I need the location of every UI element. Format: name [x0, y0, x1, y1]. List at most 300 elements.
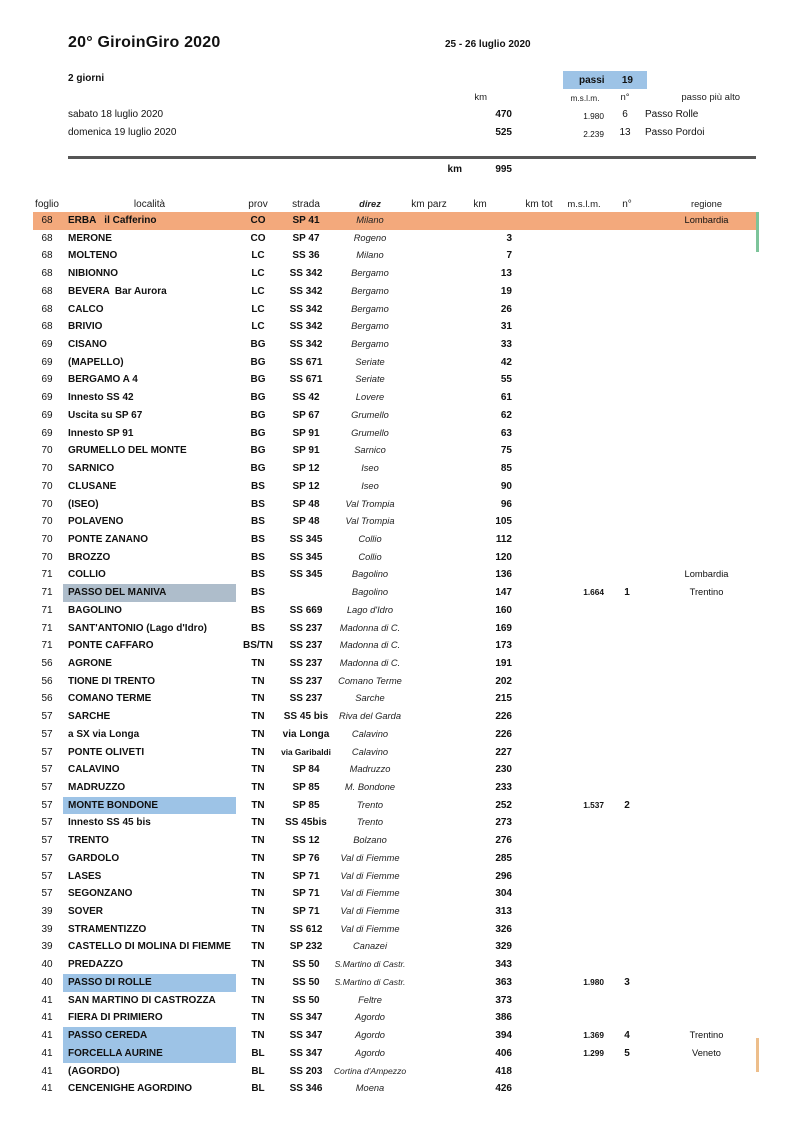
cell-foglio: 71 — [41, 587, 53, 599]
cell-localita: BEVERA Bar Aurora — [68, 285, 167, 297]
cell-localita: NIBIONNO — [68, 268, 118, 280]
cell-foglio: 57 — [41, 746, 53, 758]
cell-prov: CO — [250, 232, 266, 244]
table-row — [33, 1063, 757, 1081]
cell-prov: TN — [251, 923, 265, 935]
cell-km: 227 — [495, 746, 512, 758]
cell-regione: Lombardia — [684, 215, 729, 225]
cell-localita: SAN MARTINO DI CASTROZZA — [68, 994, 216, 1006]
cell-foglio: 57 — [41, 711, 53, 723]
cell-prov: BL — [251, 1083, 265, 1095]
cell-prov: TN — [251, 746, 265, 758]
cell-strada: SS 237 — [289, 675, 323, 687]
cell-prov: BS — [251, 480, 265, 492]
cell-localita: TRENTO — [68, 835, 109, 847]
cell-strada: via Longa — [282, 728, 330, 740]
cell-prov: BG — [250, 374, 266, 386]
cell-direz: Bergamo — [351, 303, 389, 314]
cell-prov: TN — [251, 693, 265, 705]
cell-localita: COLLIO — [68, 569, 106, 581]
table-row — [33, 566, 757, 584]
cell-localita: Innesto SP 91 — [68, 427, 134, 439]
cell-prov: LC — [251, 303, 265, 315]
col-header-strada: strada — [292, 199, 320, 210]
cell-strada: SP 48 — [292, 498, 320, 510]
cell-km: 373 — [495, 994, 512, 1006]
cell-km: 386 — [495, 1012, 512, 1024]
table-row — [33, 921, 757, 939]
cell-strada: SS 345 — [289, 533, 323, 545]
cell-foglio: 41 — [41, 1030, 53, 1042]
cell-strada: SS 347 — [289, 1030, 323, 1042]
cell-direz: Val Trompia — [345, 516, 395, 527]
cell-km: 426 — [495, 1083, 512, 1095]
cell-km: 90 — [500, 480, 512, 492]
table-row — [33, 814, 757, 832]
cell-direz: Bagolino — [351, 569, 389, 580]
cell-direz: Comano Terme — [338, 675, 402, 686]
cell-strada: SS 45bis — [285, 817, 327, 829]
cell-strada: SS 50 — [292, 994, 320, 1006]
cell-direz: Moena — [355, 1083, 385, 1094]
cell-localita: BERGAMO A 4 — [68, 374, 138, 386]
cell-foglio: 56 — [41, 693, 53, 705]
cell-direz: Trento — [356, 799, 384, 810]
cell-foglio: 56 — [41, 675, 53, 687]
cell-prov: TN — [251, 764, 265, 776]
cell-km: 285 — [495, 852, 512, 864]
cell-localita: MERONE — [68, 232, 112, 244]
cell-mslm: 1.537 — [583, 799, 604, 810]
col-header-prov: prov — [248, 199, 268, 210]
table-row — [33, 336, 757, 354]
cell-regione: Veneto — [692, 1047, 721, 1058]
cell-foglio: 71 — [41, 604, 53, 616]
cell-foglio: 39 — [41, 923, 53, 935]
cell-localita: AGRONE — [68, 657, 112, 669]
cell-direz: Trento — [356, 817, 384, 828]
cell-prov: BS — [251, 516, 265, 528]
cell-prov: TN — [251, 870, 265, 882]
table-row — [33, 761, 757, 779]
col-header-localita: località — [133, 199, 166, 210]
cell-strada: SS 203 — [289, 1065, 323, 1077]
cell-localita: PASSO DEL MANIVA — [63, 584, 236, 602]
cell-km: 63 — [500, 427, 512, 439]
cell-direz: Madonna di C. — [339, 657, 401, 668]
cell-direz: Rogeno — [353, 232, 387, 243]
day-mslm: 1.980 — [583, 110, 604, 121]
table-row — [33, 1080, 757, 1098]
cell-strada: SP 71 — [292, 870, 320, 882]
cell-foglio: 57 — [41, 764, 53, 776]
col-header-kmparz: km parz — [411, 199, 447, 210]
cell-km: 406 — [495, 1047, 512, 1059]
table-row — [33, 1009, 757, 1027]
cell-prov: BG — [250, 339, 266, 351]
cell-prov: TN — [251, 888, 265, 900]
cell-foglio: 56 — [41, 657, 53, 669]
cell-km: 173 — [495, 640, 512, 652]
cell-prov: TN — [251, 959, 265, 971]
table-row — [33, 389, 757, 407]
cell-strada: SP 91 — [292, 445, 320, 457]
cell-direz: Agordo — [355, 1030, 385, 1041]
cell-direz: Madonna di C. — [339, 622, 401, 633]
cell-direz: Lovere — [355, 392, 385, 403]
cell-direz: Collio — [358, 551, 382, 562]
cell-foglio: 70 — [41, 445, 53, 457]
col-header-mslm: m.s.l.m. — [567, 199, 601, 210]
cell-strada: SS 342 — [289, 268, 323, 280]
cell-km: 226 — [495, 728, 512, 740]
cell-localita: CLUSANE — [68, 480, 117, 492]
cell-strada: SS 36 — [292, 250, 320, 262]
table-row — [33, 850, 757, 868]
passi-badge — [563, 71, 647, 89]
table-row — [33, 513, 757, 531]
cell-direz: Bergamo — [351, 339, 389, 350]
cell-prov: TN — [251, 994, 265, 1006]
cell-n: 3 — [624, 976, 630, 988]
table-row — [33, 354, 757, 372]
cell-strada: SS 237 — [289, 622, 323, 634]
cell-direz: Grumello — [351, 427, 389, 438]
table-row — [33, 283, 757, 301]
cell-strada: SP 85 — [292, 782, 320, 793]
cell-prov: BG — [250, 392, 266, 404]
table-row — [33, 885, 757, 903]
col-header-km: km — [473, 199, 487, 210]
cell-strada: SP 41 — [292, 215, 320, 226]
cell-direz: Milano — [356, 250, 384, 261]
cell-direz: Val Trompia — [345, 498, 395, 509]
cell-localita: CENCENIGHE AGORDINO — [68, 1083, 193, 1095]
cell-prov: TN — [251, 782, 265, 793]
cell-prov: BS/TN — [243, 640, 273, 652]
cell-strada: SS 347 — [289, 1047, 323, 1059]
cell-foglio: 68 — [41, 285, 53, 297]
cell-strada: SP 76 — [292, 852, 320, 864]
table-row — [33, 496, 757, 514]
cell-prov: BG — [250, 445, 266, 457]
table-row — [33, 460, 757, 478]
cell-strada: SS 342 — [289, 321, 323, 333]
cell-strada: SS 45 bis — [283, 711, 329, 723]
cell-km: 252 — [495, 799, 512, 811]
table-row — [33, 318, 757, 336]
summary-mslm-header: m.s.l.m. — [570, 93, 600, 103]
cell-foglio: 41 — [41, 994, 53, 1006]
table-row — [33, 247, 757, 265]
cell-localita: GARDOLO — [68, 852, 120, 864]
cell-prov: LC — [251, 285, 265, 297]
cell-strada: SS 671 — [289, 374, 323, 386]
cell-km: 120 — [495, 551, 512, 563]
cell-km: 313 — [495, 906, 512, 918]
cell-km: 276 — [495, 835, 512, 847]
summary-n-header: n° — [620, 92, 630, 103]
table-row — [33, 1045, 757, 1063]
cell-n: 1 — [624, 587, 630, 599]
cell-regione: Lombardia — [684, 569, 729, 580]
cell-prov: TN — [251, 799, 265, 811]
table-row — [33, 797, 757, 815]
cell-regione: Trentino — [689, 1030, 724, 1041]
table-row — [33, 779, 757, 797]
cell-n: 4 — [624, 1030, 630, 1042]
cell-strada: SP 47 — [292, 232, 320, 244]
cell-direz: Canazei — [352, 941, 388, 952]
cell-strada: SP 85 — [292, 799, 320, 811]
route-table — [0, 197, 793, 1098]
table-row — [33, 655, 757, 673]
cell-localita: TIONE DI TRENTO — [68, 675, 156, 687]
cell-direz: Iseo — [361, 480, 379, 491]
cell-strada: SS 345 — [289, 551, 323, 563]
day-summary-row — [0, 109, 793, 127]
cell-foglio: 41 — [41, 1065, 53, 1077]
cell-strada: SS 50 — [292, 976, 320, 988]
table-row — [33, 637, 757, 655]
cell-localita: PASSO DI ROLLE — [63, 974, 236, 992]
cell-mslm: 1.299 — [583, 1047, 604, 1058]
cell-km: 33 — [500, 339, 512, 351]
day-passo: Passo Rolle — [645, 109, 699, 120]
table-row — [33, 425, 757, 443]
cell-strada: SS 347 — [289, 1012, 323, 1024]
cell-direz: Grumello — [351, 409, 389, 420]
cell-km: 273 — [495, 817, 512, 829]
table-row — [33, 673, 757, 691]
table-row — [33, 478, 757, 496]
cell-km: 13 — [500, 268, 512, 280]
cell-prov: BG — [250, 356, 266, 368]
table-row — [33, 584, 757, 602]
cell-km: 112 — [495, 533, 512, 545]
cell-km: 55 — [500, 374, 512, 386]
cell-prov: LC — [251, 268, 265, 280]
cell-prov: BL — [251, 1047, 265, 1059]
cell-km: 96 — [500, 498, 512, 510]
cell-localita: CALAVINO — [68, 764, 120, 776]
cell-strada: SS 671 — [289, 356, 323, 368]
cell-direz: Bagolino — [351, 587, 389, 598]
cell-localita: MOLTENO — [68, 250, 118, 262]
cell-prov: LC — [251, 250, 265, 262]
cell-km: 26 — [500, 303, 512, 315]
day-km: 470 — [495, 109, 512, 120]
cell-km: 105 — [495, 516, 512, 528]
cell-direz: Val di Fiemme — [340, 870, 400, 881]
cell-direz: Madonna di C. — [339, 640, 401, 651]
day-mslm: 2.239 — [583, 128, 604, 139]
cell-direz: Seriate — [355, 374, 385, 385]
cell-localita: Innesto SS 42 — [68, 392, 134, 404]
cell-localita: STRAMENTIZZO — [68, 923, 147, 935]
cell-strada: SS 342 — [289, 303, 323, 315]
cell-km: 62 — [500, 409, 512, 421]
cell-localita: a SX via Longa — [68, 728, 140, 740]
cell-foglio: 57 — [41, 835, 53, 847]
cell-foglio: 57 — [41, 782, 53, 793]
cell-foglio: 71 — [41, 569, 53, 581]
cell-foglio: 70 — [41, 463, 53, 475]
cell-direz: Collio — [358, 533, 382, 544]
cell-km: 304 — [495, 888, 512, 900]
cell-direz: Bolzano — [353, 835, 387, 846]
cell-direz: Bergamo — [351, 321, 389, 332]
cell-km: 233 — [495, 782, 512, 793]
cell-foglio: 69 — [41, 427, 53, 439]
cell-direz: Calavino — [351, 728, 389, 739]
cell-prov: TN — [251, 906, 265, 918]
cell-localita: BROZZO — [68, 551, 111, 563]
table-row — [33, 956, 757, 974]
cell-localita: POLAVENO — [68, 516, 124, 528]
cell-foglio: 69 — [41, 392, 53, 404]
summary-km-header: km — [474, 92, 487, 103]
cell-foglio: 69 — [41, 356, 53, 368]
cell-prov: BL — [251, 1065, 265, 1077]
cell-foglio: 39 — [41, 941, 53, 953]
cell-foglio: 71 — [41, 640, 53, 652]
table-row — [33, 212, 757, 230]
cell-foglio: 68 — [41, 303, 53, 315]
cell-foglio: 40 — [41, 959, 53, 971]
table-row — [33, 903, 757, 921]
cell-direz: Feltre — [358, 994, 382, 1005]
table-row — [33, 832, 757, 850]
cell-localita: ERBA il Cafferino — [68, 215, 157, 226]
cell-direz: Val di Fiemme — [340, 923, 400, 934]
cell-km: 7 — [506, 250, 512, 262]
cell-strada: SS 345 — [289, 569, 323, 581]
cell-km: 31 — [500, 321, 512, 333]
cell-prov: BS — [251, 622, 265, 634]
cell-foglio: 41 — [41, 1083, 53, 1095]
table-row — [33, 620, 757, 638]
cell-direz: Cortina d'Ampezzo — [333, 1065, 407, 1076]
day-passo: Passo Pordoi — [645, 127, 705, 138]
cell-foglio: 70 — [41, 498, 53, 510]
cell-prov: TN — [251, 675, 265, 687]
cell-mslm: 1.980 — [583, 976, 604, 987]
cell-km: 136 — [495, 569, 512, 581]
cell-prov: BG — [250, 463, 266, 475]
cell-strada: SP 48 — [292, 516, 320, 528]
cell-km: 169 — [495, 622, 512, 634]
cell-foglio: 41 — [41, 1047, 53, 1059]
cell-direz: Calavino — [351, 746, 389, 757]
cell-localita: (ISEO) — [68, 498, 99, 510]
cell-strada: SS 237 — [289, 657, 323, 669]
cell-direz: S.Martino di Castr. — [334, 959, 406, 970]
cell-strada: SP 12 — [292, 463, 320, 475]
table-row — [33, 744, 757, 762]
cell-foglio: 57 — [41, 852, 53, 864]
cell-direz: Lago d'Idro — [346, 604, 394, 615]
cell-strada: SS 237 — [289, 640, 323, 652]
day-n: 6 — [622, 109, 628, 120]
cell-direz: Milano — [356, 215, 384, 225]
cell-prov: BS — [251, 498, 265, 510]
days-count-label: 2 giorni — [68, 73, 105, 84]
cell-localita: CISANO — [68, 339, 107, 351]
date-range: 25 - 26 luglio 2020 — [445, 39, 531, 50]
day-km: 525 — [495, 127, 512, 138]
cell-strada: SS 612 — [289, 923, 323, 935]
table-header-row — [33, 197, 757, 212]
edge-marker-tan — [756, 1038, 759, 1072]
cell-prov: CO — [250, 215, 266, 226]
col-header-n: n° — [622, 199, 632, 210]
cell-prov: TN — [251, 1012, 265, 1024]
table-row — [33, 265, 757, 283]
cell-km: 394 — [495, 1030, 512, 1042]
cell-localita: PONTE CAFFARO — [68, 640, 154, 652]
cell-direz: Val di Fiemme — [340, 888, 400, 899]
col-header-kmtot: km tot — [525, 199, 553, 210]
cell-strada: SP 12 — [292, 480, 320, 492]
cell-localita: SARCHE — [68, 711, 111, 723]
cell-strada: SS 12 — [292, 835, 320, 847]
table-row — [33, 301, 757, 319]
cell-n: 2 — [624, 799, 630, 811]
cell-direz: Sarnico — [354, 445, 386, 456]
cell-km: 326 — [495, 923, 512, 935]
table-row — [33, 690, 757, 708]
cell-localita: PONTE ZANANO — [68, 533, 148, 545]
cell-localita: SEGONZANO — [68, 888, 133, 900]
cell-km: 61 — [500, 392, 512, 404]
cell-km: 343 — [495, 959, 512, 971]
cell-km: 202 — [495, 675, 512, 687]
cell-direz: Bergamo — [351, 268, 389, 279]
cell-foglio: 69 — [41, 374, 53, 386]
cell-foglio: 68 — [41, 250, 53, 262]
cell-direz: Val di Fiemme — [340, 852, 400, 863]
cell-localita: MONTE BONDONE — [63, 797, 236, 815]
cell-localita: SANT'ANTONIO (Lago d'Idro) — [68, 622, 208, 634]
cell-localita: COMANO TERME — [68, 693, 152, 705]
cell-foglio: 57 — [41, 817, 53, 829]
cell-localita: Uscita su SP 67 — [68, 409, 143, 421]
cell-localita: BAGOLINO — [68, 604, 122, 616]
cell-strada: SS 237 — [289, 693, 323, 705]
cell-km: 363 — [495, 976, 512, 988]
page-title: 20° GiroinGiro 2020 — [68, 34, 221, 51]
cell-regione: Trentino — [689, 587, 724, 598]
cell-strada: SP 91 — [292, 427, 320, 439]
cell-foglio: 68 — [41, 215, 53, 226]
cell-direz: Seriate — [355, 356, 385, 367]
cell-direz: Agordo — [355, 1047, 385, 1058]
passi-label: passi — [579, 74, 605, 86]
cell-strada: SS 346 — [289, 1083, 323, 1095]
cell-prov: LC — [251, 321, 265, 333]
cell-prov: TN — [251, 835, 265, 847]
cell-localita: SARNICO — [68, 463, 115, 475]
cell-foglio: 68 — [41, 232, 53, 244]
cell-n: 5 — [624, 1047, 630, 1059]
day-summary-row — [0, 127, 793, 145]
cell-foglio: 70 — [41, 533, 53, 545]
cell-localita: PONTE OLIVETI — [68, 746, 145, 758]
day-n: 13 — [619, 127, 631, 138]
cell-foglio: 70 — [41, 480, 53, 492]
table-row — [33, 868, 757, 886]
